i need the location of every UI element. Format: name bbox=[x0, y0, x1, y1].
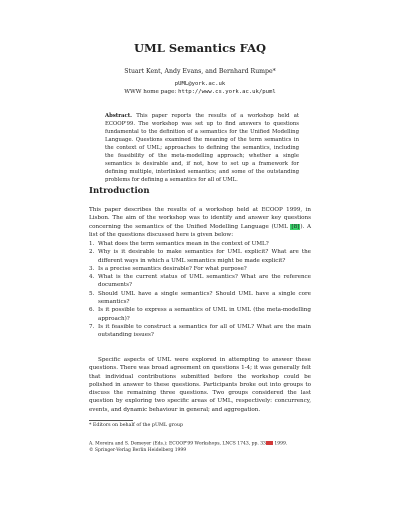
page-range-marker[interactable] bbox=[266, 441, 273, 445]
web-label: WWW home page: bbox=[124, 89, 177, 95]
section-heading-introduction: Introduction bbox=[89, 186, 150, 196]
pub-line-1 bbox=[89, 441, 311, 448]
abstract bbox=[105, 113, 299, 185]
intro-p1-text-after: ). A list of the questions discussed here is given below: bbox=[89, 223, 311, 238]
question-item bbox=[89, 248, 311, 265]
question-item bbox=[89, 273, 311, 290]
question-number: 4. bbox=[89, 274, 95, 281]
question-item bbox=[89, 323, 311, 340]
question-item bbox=[89, 265, 311, 273]
question-text: Is a precise semantics desirable? For what purpose? bbox=[98, 265, 247, 272]
question-number: 3. bbox=[89, 265, 95, 272]
question-list bbox=[89, 240, 311, 340]
question-text: Is it feasible to construct a semantics for all of UML? What are the main outstanding issues? bbox=[98, 323, 311, 339]
question-item bbox=[89, 306, 311, 323]
paper-title: UML Semantics FAQ bbox=[133, 41, 267, 55]
web-url-link[interactable]: http://www.cs.york.ac.uk/puml bbox=[178, 89, 276, 95]
question-text: Why is it desirable to make semantics for UML explicit? What are the different ways in which a UML semantics might be made explicit? bbox=[98, 249, 311, 264]
pub-line-1-before: A. Moreira and S. Demeyer (Eds.): ECOOP'99 Workshops, LNCS 1743, pp. 33 bbox=[89, 441, 266, 447]
abstract-text: This paper reports the results of a workshop held at ECOOP'99. The workshop was set up to find answers to questions fundamental to the definition of a semantics for the Unified Modelling Language. Questions examined the meaning of the term semantics in the context of UML; approaches to defining the semantics, including the feasibility of the meta-modelling approach; whether a single semantics is desirable and, if not, how to set up a framework for defining multiple, interlinked semantics; and some of the outstanding problems for defining a semantics for all of UML. bbox=[105, 113, 299, 183]
citation-link[interactable]: [8] bbox=[291, 223, 300, 230]
question-text: What does the term semantics mean in the context of UML? bbox=[98, 241, 269, 247]
question-number: 6. bbox=[89, 307, 95, 314]
web-homepage bbox=[0, 89, 400, 95]
question-number: 2. bbox=[89, 249, 95, 256]
question-number: 7. bbox=[89, 323, 95, 330]
question-number: 5. bbox=[89, 290, 95, 297]
question-item bbox=[89, 290, 311, 307]
publication-info bbox=[89, 441, 311, 454]
intro-p1-text-before: This paper describes the results of a workshop held at ECOOP 1999, in Lisbon. The aim of the workshop was to identify and answer key questions concerning the semantics of the Unified Modelling Language (UML bbox=[89, 207, 311, 230]
pub-line-1-after: 1999. bbox=[274, 441, 288, 447]
paper-authors: Stuart Kent, Andy Evans, and Bernhard Rumpe* bbox=[124, 68, 276, 75]
copyright-line: © Springer-Verlag Berlin Heidelberg 1999 bbox=[89, 447, 187, 453]
question-number: 1. bbox=[89, 241, 95, 247]
footnote: * Editors on behalf of the pUML group bbox=[89, 423, 184, 428]
question-text: Is it possible to express a semantics of UML in UML (the meta-modelling approach)? bbox=[98, 307, 311, 322]
intro-paragraph-2: Specific aspects of UML were explored in attempting to answer these questions. There was broad agreement on questions 1-4; it was generally felt that individual contributions submitted before the workshop could be polished in answer to these questions. Participants broke out into groups to discuss the remaining three questions. Two groups considered the last question by exploring two specific areas of UML, respectively: concurrency, events, and dynamic behaviour in general; and aggregation. bbox=[89, 357, 311, 413]
abstract-label: Abstract. bbox=[105, 113, 132, 119]
question-item bbox=[89, 240, 311, 248]
contact-email[interactable]: pUML@york.ac.uk bbox=[174, 81, 226, 87]
intro-paragraph-1 bbox=[89, 206, 311, 239]
footnote-rule bbox=[89, 420, 133, 421]
question-text: What is the current status of UML semantics? What are the reference documents? bbox=[98, 274, 311, 289]
question-text: Should UML have a single semantics? Should UML have a single core semantics? bbox=[98, 290, 311, 306]
